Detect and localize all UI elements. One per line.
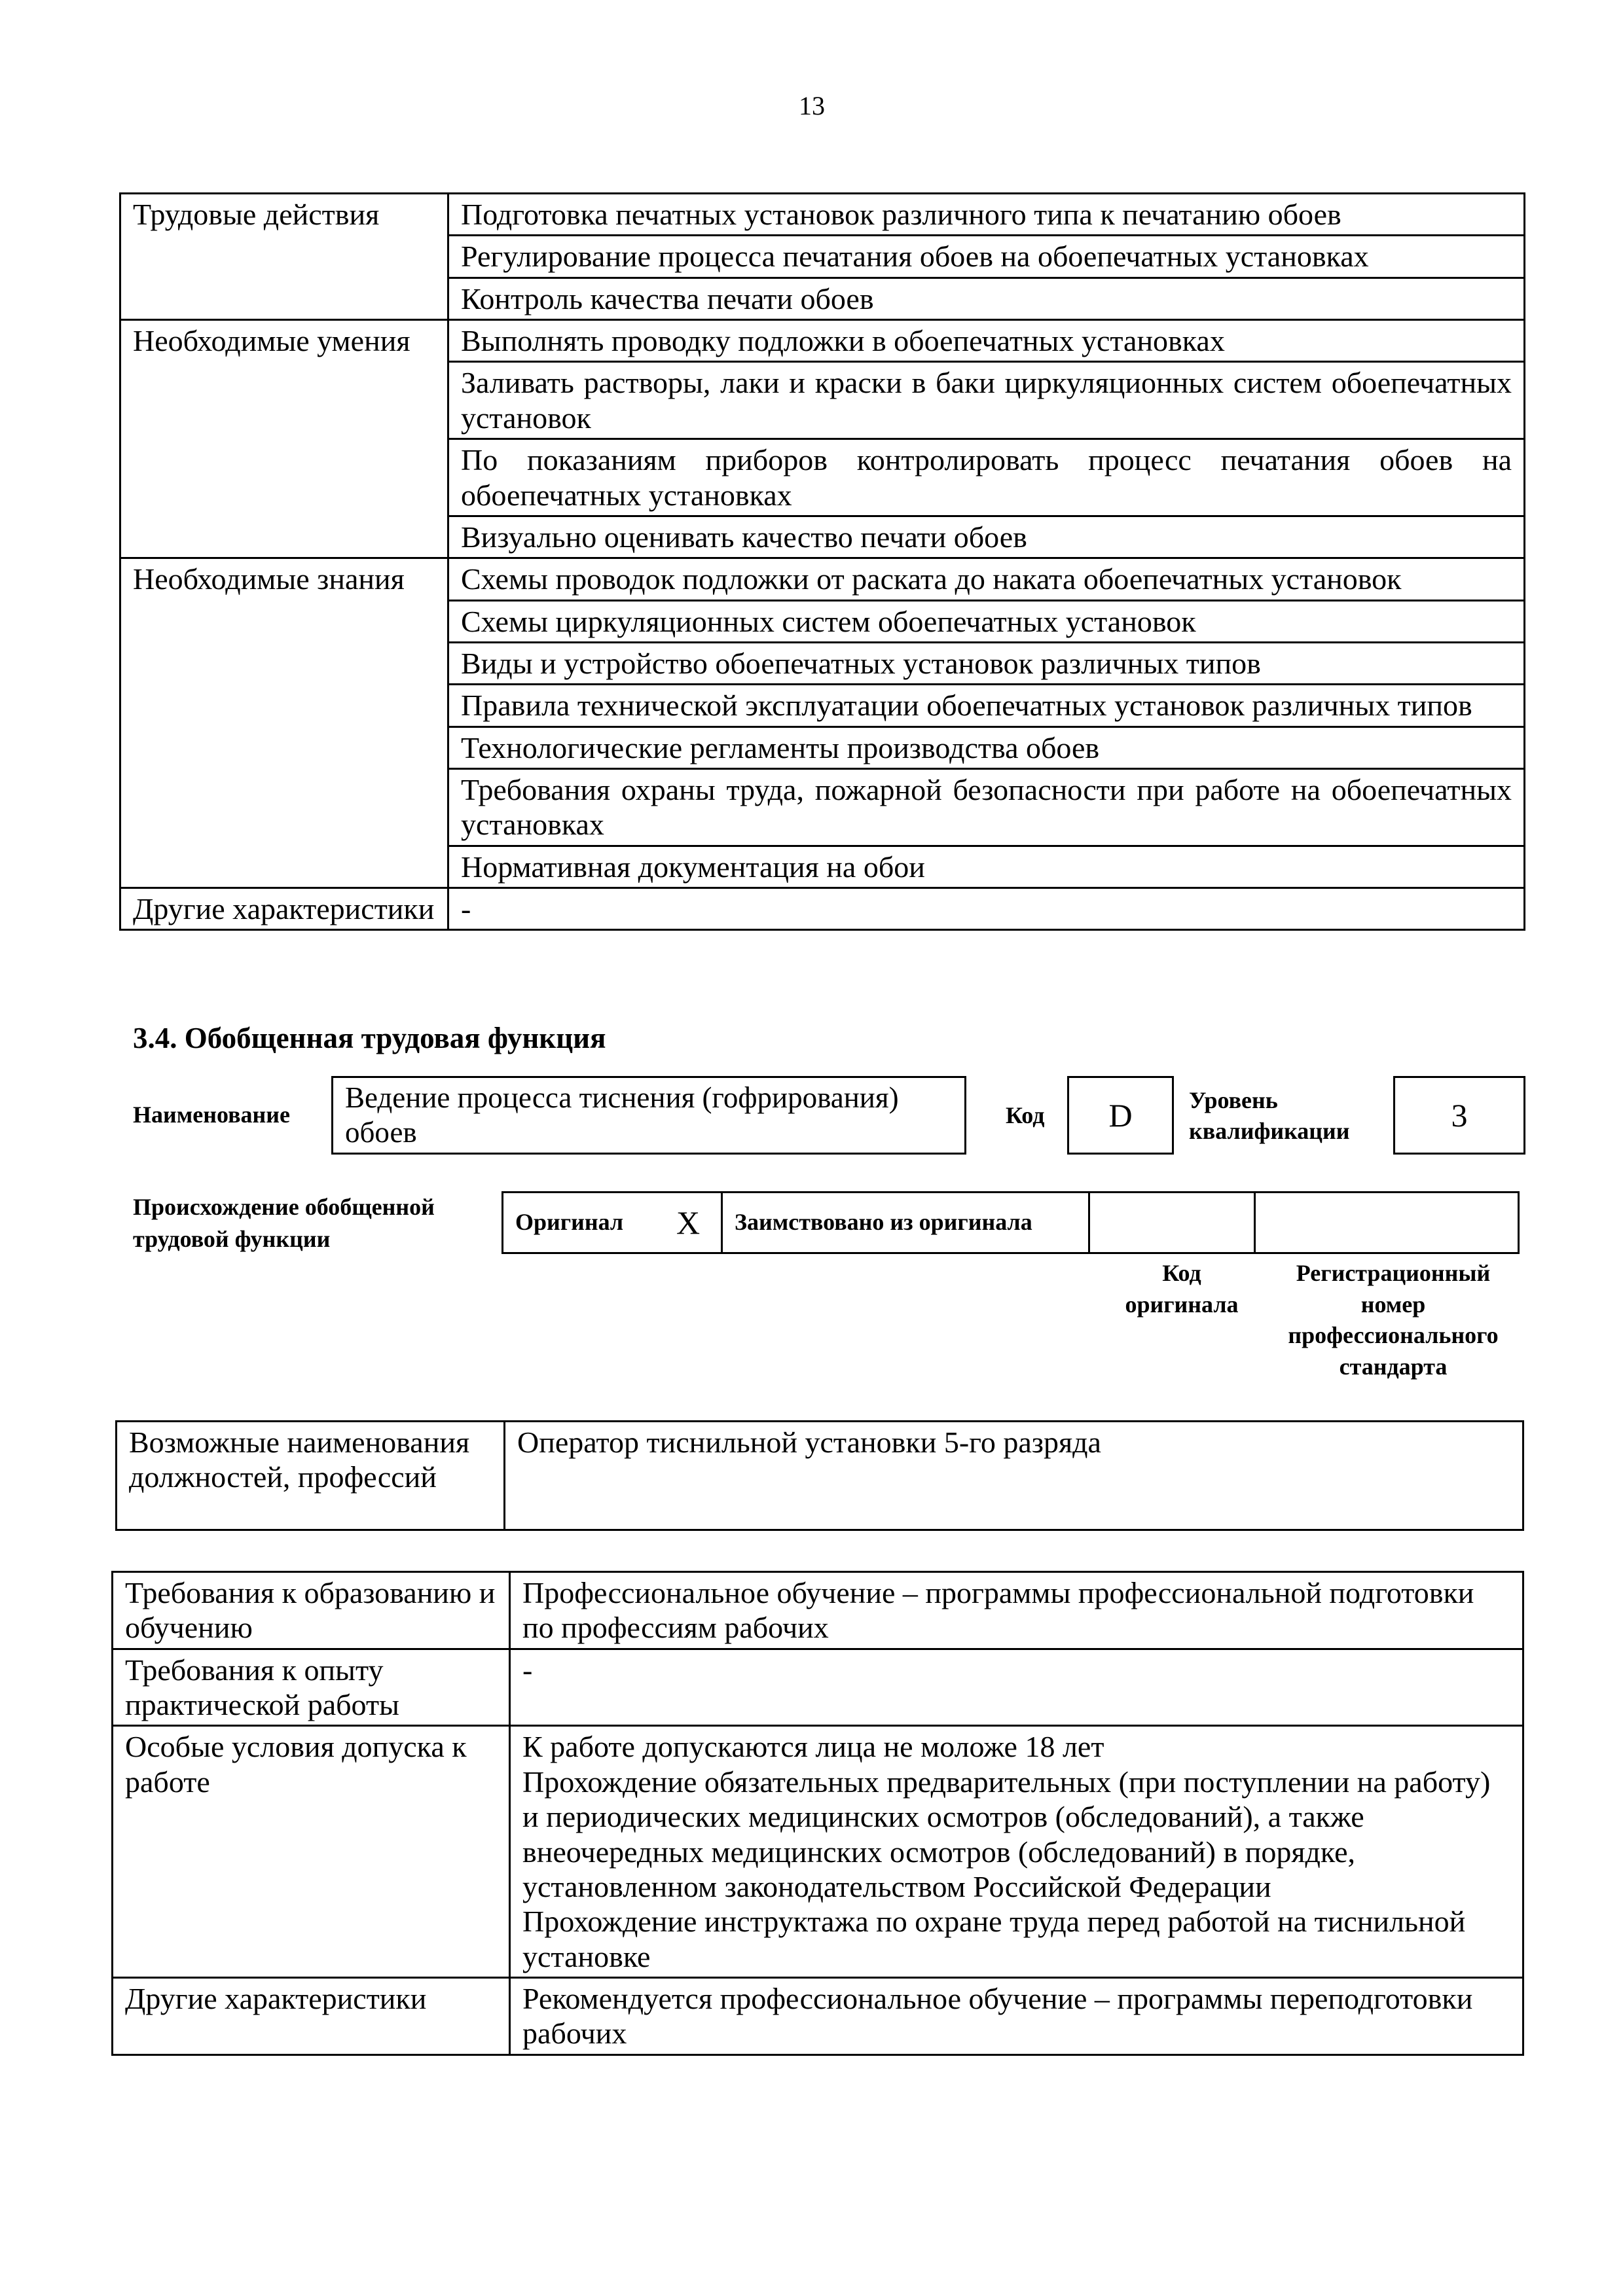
table-row <box>120 558 1525 600</box>
row-label: Трудовые действия <box>120 194 448 320</box>
registration-number-caption <box>1262 1258 1524 1382</box>
row-label: Другие характеристики <box>120 888 448 930</box>
table-cell: По показаниям приборов контролировать процесс печатания обоев на обоепечатных установках <box>448 439 1525 516</box>
code-label: Код <box>1006 1102 1045 1128</box>
table-row <box>113 1726 1523 1978</box>
labor-functions-table <box>119 192 1525 931</box>
registration-number-cell <box>1255 1193 1519 1253</box>
origin-label-line: Происхождение обобщенной <box>133 1194 435 1220</box>
table-cell: - <box>448 888 1525 930</box>
name-value-box: Ведение процесса тиснения (гофрирования) обоев <box>331 1076 966 1155</box>
level-label-line: квалификации <box>1189 1117 1350 1144</box>
code-value-box: D <box>1067 1076 1174 1155</box>
table-cell: Заливать растворы, лаки и краски в баки циркуляционных систем обоепечатных установок <box>448 362 1525 439</box>
caption-line: номер <box>1360 1291 1426 1318</box>
cell-line: К работе допускаются лица не моложе 18 лет <box>522 1730 1104 1764</box>
table-cell: Рекомендуется профессиональное обучение – программы переподготовки рабочих <box>510 1977 1523 2054</box>
caption-line: Код <box>1162 1260 1201 1286</box>
table-cell <box>510 1726 1523 1978</box>
table-cell: Визуально оценивать качество печати обоев <box>448 516 1525 558</box>
origin-label <box>133 1191 435 1255</box>
row-label: Необходимые знания <box>120 558 448 888</box>
cell-line: Прохождение обязательных предварительных (при поступлении на работу) и периодических медицинских осмотров (обследований), а также внеочередных медицинских осмотров (обследований) в порядке, установленном законодательством Российской Федерации <box>522 1765 1491 1903</box>
table-cell: Схемы циркуляционных систем обоепечатных установок <box>448 600 1525 642</box>
table-row <box>120 194 1525 236</box>
row-label: Требования к образованию и обучению <box>113 1572 510 1649</box>
row-label: Особые условия допуска к работе <box>113 1726 510 1978</box>
positions-table <box>115 1420 1524 1531</box>
requirements-table <box>111 1571 1524 2056</box>
section-heading: 3.4. Обобщенная трудовая функция <box>133 1022 606 1054</box>
table-cell: Регулирование процесса печатания обоев на обоепечатных установках <box>448 236 1525 278</box>
table-cell: Выполнять проводку подложки в обоепечатных установках <box>448 320 1525 362</box>
original-code-cell <box>1089 1193 1255 1253</box>
table-cell: Профессиональное обучение – программы профессиональной подготовки по профессиям рабочих <box>510 1572 1523 1649</box>
row-label: Возможные наименования должностей, профессий <box>117 1422 505 1530</box>
original-mark: X <box>655 1193 722 1253</box>
table-row <box>113 1649 1523 1726</box>
table-cell: Правила технической эксплуатации обоепечатных установок различных типов <box>448 685 1525 726</box>
table-cell: Контроль качества печати обоев <box>448 278 1525 319</box>
table-row <box>120 320 1525 362</box>
origin-label-line: трудовой функции <box>133 1225 331 1252</box>
level-label <box>1189 1085 1350 1147</box>
table-cell: Требования охраны труда, пожарной безопасности при работе на обоепечатных установках <box>448 769 1525 846</box>
origin-table <box>501 1191 1520 1254</box>
table-cell: Технологические регламенты производства обоев <box>448 726 1525 768</box>
table-row <box>120 888 1525 930</box>
table-cell: Подготовка печатных установок различного типа к печатанию обоев <box>448 194 1525 236</box>
row-label: Другие характеристики <box>113 1977 510 2054</box>
page-number: 13 <box>799 91 825 120</box>
table-cell: Оператор тиснильной установки 5-го разряда <box>505 1422 1523 1530</box>
row-label: Требования к опыту практической работы <box>113 1649 510 1726</box>
original-cell: Оригинал <box>503 1193 656 1253</box>
table-cell: - <box>510 1649 1523 1726</box>
table-cell: Виды и устройство обоепечатных установок различных типов <box>448 642 1525 684</box>
table-row <box>113 1572 1523 1649</box>
table-cell: Схемы проводок подложки от раската до наката обоепечатных установок <box>448 558 1525 600</box>
caption-line: оригинала <box>1125 1291 1239 1318</box>
cell-line: Прохождение инструктажа по охране труда перед работой на тиснильной установке <box>522 1905 1466 1973</box>
borrowed-cell: Заимствовано из оригинала <box>722 1193 1089 1253</box>
original-code-caption <box>1100 1258 1264 1320</box>
name-label: Наименование <box>133 1102 290 1128</box>
caption-line: профессионального <box>1288 1322 1499 1349</box>
table-row <box>503 1193 1519 1253</box>
table-row <box>113 1977 1523 2054</box>
table-cell: Нормативная документация на обои <box>448 846 1525 888</box>
row-label: Необходимые умения <box>120 320 448 558</box>
level-label-line: Уровень <box>1189 1087 1278 1113</box>
caption-line: стандарта <box>1339 1353 1448 1380</box>
level-value-box: 3 <box>1393 1076 1525 1155</box>
table-row <box>117 1422 1523 1530</box>
caption-line: Регистрационный <box>1296 1260 1491 1286</box>
